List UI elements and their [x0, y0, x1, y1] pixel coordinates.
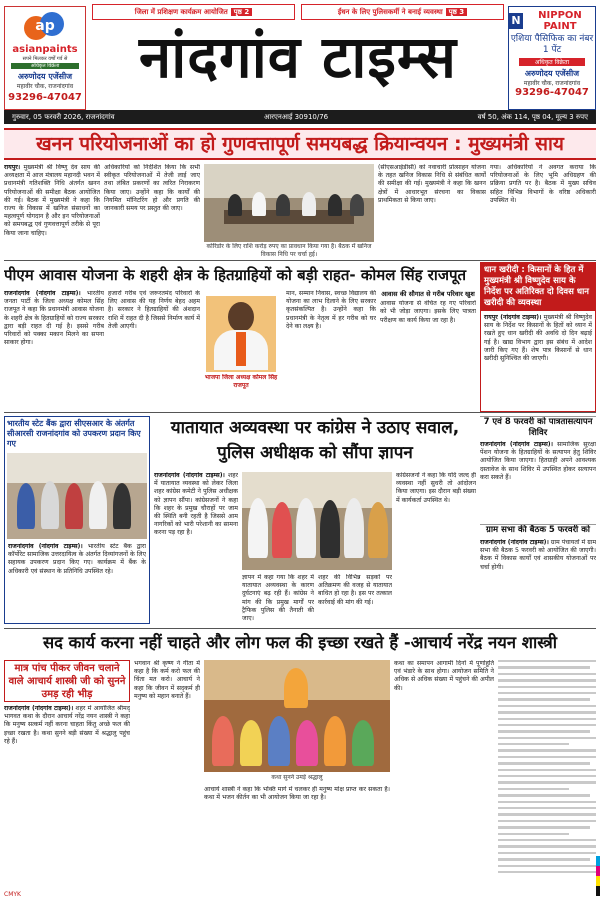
- pmay-headline[interactable]: पीएम आवास योजना के शहरी क्षेत्र के हितग्राहियों को बड़ी राहत- कोमल सिंह राजपूत: [4, 266, 467, 284]
- pension-headline[interactable]: 7 एवं 8 फरवरी को पात्रतासत्यापन शिविर: [483, 417, 593, 438]
- katha-sub-story: [4, 660, 130, 896]
- katha-col-4: आचार्य शास्त्री ने कहा कि भक्ति मार्ग में चलकर ही मनुष्य मोक्ष प्राप्त कर सकता है। कथा में भजन कीर्तन का भी आयोजन किया जा रहा है।: [204, 786, 390, 802]
- teaser-1[interactable]: जिला में प्रशिक्षण कार्यक्रम आयोजित पृष्ठ 2: [92, 4, 295, 20]
- ad-phone: 93296-47047: [515, 87, 589, 98]
- pmay-portrait-caption: भाजपा जिला अध्यक्ष कोमल सिंह राजपूत: [204, 374, 278, 389]
- pmay-subhead: आवास की सौगात से गरीब परिवार खुश: [381, 290, 475, 298]
- congress-col-1: राजनांदगांव (नांदगांव टाइम्स)। शहर में यातायात व्यवस्था को लेकर जिला शहर कांग्रेस कमेटी ने पुलिस अधीक्षक को ज्ञापन सौंपा। कांग्रेसजनों ने कहा कि शहर के प्रमुख चौराहों पर जाम की स्थिति बनी रहती है जिससे आम नागरिकों को भारी परेशानी का सामना करना पड़ रहा है।: [154, 472, 238, 537]
- cmyk-mark: CMYK: [4, 891, 21, 898]
- ad-brand: asianpaints: [12, 44, 78, 55]
- gram-headline[interactable]: ग्राम सभा की बैठक 5 फरवरी को: [486, 525, 590, 535]
- katha-col-5: कथा का समापन आगामी दिनों में पूर्णाहुति एवं भंडारे के साथ होगा। आयोजन समिति ने अधिक से अधिक संख्या में पहुंचने की अपील की।: [394, 660, 494, 692]
- lead-col-2: अधिकारियों को निर्देशित किया कि सभी स्वीकृत परियोजनाओं में तेजी लाई जाए तथा लंबित प्रकरणों का त्वरित निराकरण किया जाए। उन्होंने कहा कि कार्यों की नियमित मॉनिटरिंग हो और प्रगति की जानकारी समय पर प्रस्तुत की जाए।: [104, 164, 200, 213]
- rni-number: आरएनआई 30910/76: [264, 113, 329, 121]
- sbi-box: [4, 416, 150, 624]
- nippon-logo-icon: N NIPPON PAINT: [509, 10, 595, 32]
- ad-slogan: एशिया पैसिफिक का नंबर 1 पेंट: [510, 34, 594, 55]
- congress-col-3: शहर की विभिन्न सड़कों पर अतिक्रमण की वजह से यातायात बाधित हो रहा है। इस पर तत्काल कार्रवाई की मांग की गई।: [318, 574, 392, 606]
- sbi-body: राजनांदगांव (नांदगांव टाइम्स)। भारतीय स्टेट बैंक द्वारा कॉर्पोरेट सामाजिक उत्तरदायित्व के अंतर्गत दिव्यांगजनों के लिए सहायक उपकरण प्रदान किए गए। कार्यक्रम में बैंक के अधिकारी एवं संस्थान के प्रतिनिधि उपस्थित रहे।: [8, 543, 146, 575]
- koma-singh-portrait: [206, 296, 276, 372]
- nippon-paint-ad[interactable]: [508, 6, 596, 110]
- gram-sabha-story: [480, 524, 596, 624]
- ad-dealer-tag: अधिकृत विक्रेता: [519, 58, 585, 66]
- katha-col-1: राजनांदगांव (नांदगांव टाइम्स)। शहर में आयोजित श्रीमद् भागवत कथा के दौरान आचार्य नरेंद्र नयन शास्त्री ने कहा कि मनुष्य सत्कर्म नहीं करना चाहता किंतु अच्छे फल की इच्छा रखता है। कथा सुनने बड़ी संख्या में श्रद्धालु पहुंच रहे हैं।: [4, 705, 130, 745]
- pmay-col-1: राजनांदगांव (नांदगांव टाइम्स)। भारतीय जनता पार्टी के जिला अध्यक्ष कोमल सिंह राजपूत ने कहा कि प्रधानमंत्री आवास योजना के शहरी क्षेत्र के हितग्राहियों को राज्य सरकार द्वारा बड़ी राहत दी गई है। इससे गरीब परिवारों को पक्का मकान मिलने का सपना साकार होगा।: [4, 290, 104, 347]
- pension-story: [480, 416, 596, 520]
- lead-photo-caption: कोरिडोर के लिए राशि करोड़ रुपए का प्रावधान किया गया है। बैठक में खनिज विकास निधि पर चर्चा हुई।: [206, 243, 372, 257]
- congress-memorandum-photo: [242, 472, 392, 570]
- ad-dealer-tag: अधिकृत विक्रेता: [11, 63, 79, 69]
- lead-meeting-photo: [204, 164, 374, 242]
- katha-crowd-photo: [204, 660, 390, 772]
- teaser-2[interactable]: ईंधन के लिए पुलिसकर्मी ने बनाई व्यवस्था पृष्ठ 3: [301, 4, 504, 20]
- dateline-bar: [4, 110, 596, 124]
- masthead-title: नांदगांव टाइम्स: [139, 23, 457, 91]
- divider: [4, 412, 596, 413]
- pension-body: राजनांदगांव (नांदगांव टाइम्स)। सामाजिक सुरक्षा पेंशन योजना के हितग्राहियों के सत्यापन हेतु शिविर आयोजित किया जाएगा। हितग्राही अपने आवश्यक दस्तावेज के साथ शिविर में उपस्थित होकर सत्यापन करा सकते हैं।: [480, 441, 596, 481]
- congress-headline[interactable]: यातायात अव्यवस्था पर कांग्रेस ने उठाए सवाल, पुलिस अधीक्षक को सौंपा ज्ञापन: [170, 418, 460, 463]
- katha-sub-headline[interactable]: मात्र पांच पीकर जीवन चलाने वाले आचार्य शास्त्री जी को सुनने उमड़ रही भीड़: [4, 660, 130, 702]
- ad-address: महावीर चौक, राजनांदगांव: [523, 80, 581, 87]
- divider: [4, 628, 596, 629]
- pmay-col-4: मान, सम्मान निवास, स्वच्छ विद्यालय की योजना का लाभ दिलाने के लिए सरकार कृतसंकल्पित है। उन्होंने कहा कि प्रधानमंत्री के नेतृत्व में हर गरीब को घर देने का लक्ष्य है।: [286, 290, 376, 330]
- lead-col-5: गया। अधिकारियों ने अवगत कराया कि परियोजनाओं के लिए भूमि अधिग्रहण की प्रक्रिया प्रगति पर है। बैठक में मुख्य सचिव सहित विभिन्न विभागों के वरिष्ठ अधिकारी उपस्थित थे।: [490, 164, 596, 204]
- congress-col-4: कांग्रेसजनों ने कहा कि यदि जल्द ही व्यवस्था नहीं सुधरी तो आंदोलन किया जाएगा। इस दौरान बड़ी संख्या में कार्यकर्ता उपस्थित थे।: [396, 472, 476, 504]
- katha-photo-caption: कथा सुनने उमड़े श्रद्धालु: [271, 774, 323, 781]
- lead-col-4: (सीएसआईडीसी) को नवाचारी प्रोत्साहन योजना के तहत खनिज विकास निधि से संबंधित कार्यों की समीक्षा की गई। मुख्यमंत्री ने कहा कि खनन क्षेत्रों में आधारभूत संरचना का विकास प्राथमिकता से किया जाए।: [378, 164, 486, 204]
- katha-col-6: [498, 660, 596, 896]
- ad-dealer: अरुणोदय एजेंसीज: [524, 69, 580, 78]
- lead-headline[interactable]: खनन परियोजनाओं का हो गुणवत्तापूर्ण समयबद्ध क्रियान्वयन : मुख्यमंत्री साय: [4, 128, 596, 160]
- ad-address: महावीर चौक, राजनांदगांव: [16, 83, 74, 90]
- paddy-headline[interactable]: धान खरीदी : किसानों के हित में मुख्यमंत्री श्री विष्णुदेव साय के निर्देश पर अतिरिक्त दो दिवस धान खरीदी की व्यवस्था: [481, 263, 595, 311]
- asianpaints-ad[interactable]: [4, 6, 86, 110]
- pmay-col-2: हजारों गरीब एवं जरूरतमंद परिवारों के लिए आवास की यह निर्णय बेहद अहम है। सरकार ने हितग्राहियों की अंशदान राशि में राहत दी है जिससे निर्माण कार्य में तेजी आएगी।: [108, 290, 200, 330]
- teaser-bar: [92, 4, 504, 20]
- sbi-headline[interactable]: भारतीय स्टेट बैंक द्वारा सीएसआर के अंतर्गत सीआरसी राजनांदगांव को उपकरण प्रदान किए गए: [7, 419, 141, 448]
- ad-phone: 93296-47047: [8, 92, 82, 103]
- pmay-col-5: आवास की सौगात से गरीब परिवार खुश आवास योजना से वंचित रह गए परिवारों को भी जोड़ा जाएगा। इसके लिए पात्रता परीक्षण का कार्य किया जा रहा है।: [380, 290, 476, 324]
- gram-body: राजनांदगांव (नांदगांव टाइम्स)। ग्राम पंचायतों में ग्राम सभा की बैठक 5 फरवरी को आयोजित की जाएगी। बैठक में विकास कार्यों एवं शासकीय योजनाओं पर चर्चा होगी।: [480, 539, 596, 571]
- asianpaints-logo-icon: ap: [22, 10, 68, 44]
- lead-col-1: रायपुर। मुख्यमंत्री श्री विष्णु देव साय की अध्यक्षता में आज मंत्रालय महानदी भवन में प्रधानमंत्री गतिशक्ति निधि अंतर्गत खनन परियोजनाओं की समीक्षा बैठक आयोजित की गई। बैठक में मुख्यमंत्री ने कहा कि राज्य के विकास में खनिज संसाधनों का महत्वपूर्ण योगदान है और इन परियोजनाओं को समयबद्ध एवं गुणवत्तापूर्ण तरीके से पूरा किया जाना चाहिए।: [4, 164, 100, 237]
- divider: [4, 260, 596, 261]
- ad-dealer: अरुणोदय एजेंसीज: [17, 72, 73, 81]
- issue-date: गुरुवार, 05 फरवरी 2026, राजनांदगांव: [12, 113, 115, 121]
- katha-col-2: भगवान श्री कृष्ण ने गीता में कहा है कि कर्म करो फल की चिंता मत करो। आचार्य ने कहा कि जीवन में सद्कर्म ही मनुष्य को महान बनाते हैं।: [134, 660, 200, 700]
- color-registration-marks: [596, 856, 600, 896]
- paddy-box: [480, 262, 596, 412]
- congress-col-2: ज्ञापन में कहा गया कि शहर में यातायात अव्यवस्था के कारण दुर्घटनाएं बढ़ रही हैं। कांग्रेस ने मांग की कि प्रमुख मार्गों पर ट्रैफिक पुलिस की तैनाती की जाए।: [242, 574, 314, 623]
- paddy-body: रायपुर (नांदगांव टाइम्स)। मुख्यमंत्री श्री विष्णुदेव साय के निर्देश पर किसानों के हितों को ध्यान में रखते हुए धान खरीदी की अवधि दो दिन बढ़ाई गई है। खाद्य विभाग द्वारा इस संबंध में आदेश जारी किए गए हैं। शेष पात्र किसानों से धान खरीदी सुनिश्चित की जाएगी।: [484, 314, 592, 363]
- sbi-event-photo: [7, 453, 147, 539]
- katha-headline[interactable]: सद कार्य करना नहीं चाहते और लोग फल की इच्छा रखते हैं -आचार्य नरेंद्र नयन शास्त्री: [42, 633, 558, 652]
- issue-info: वर्ष 50, अंक 114, पृष्ठ 04, मूल्य 3 रुपए: [477, 113, 588, 121]
- ad-tagline: सपने मिलकर वर्षों गर्व से: [22, 56, 68, 62]
